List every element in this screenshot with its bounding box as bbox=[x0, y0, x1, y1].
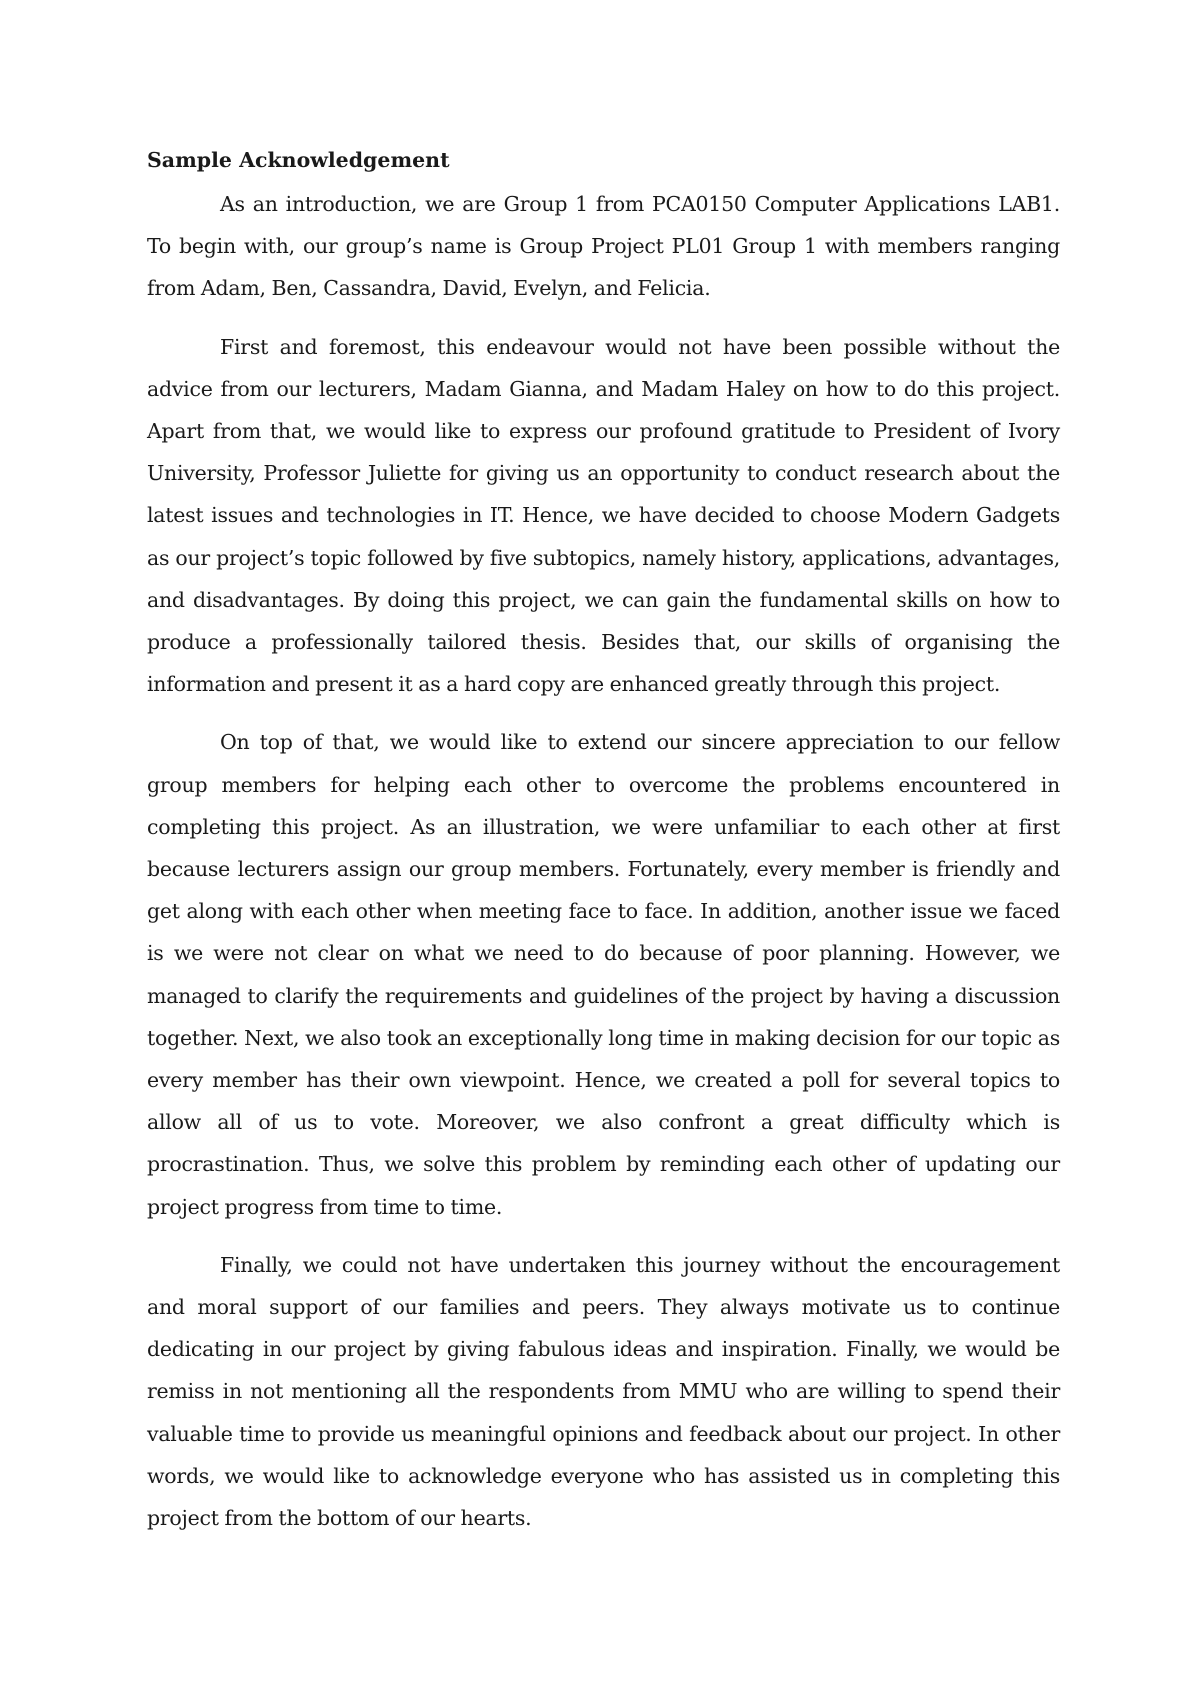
paragraph-families: Finally, we could not have undertaken this journey without the encouragement and moral support of our families and peers. They always motivate us to continue dedicating in our project by giving fabulous ideas and inspiration. Finally, we would be remiss in not mentioning all the respondents from MMU who are willing to spend their valuable time to provide us meaningful opinions and feedback about our project. In other words, we would like to acknowledge everyone who has assisted us in completing this project from the bottom of our hearts. bbox=[147, 1252, 1060, 1531]
document-body bbox=[147, 143, 1060, 1555]
paragraph-introduction: As an introduction, we are Group 1 from PCA0150 Computer Applications LAB1. To begin with, our group’s name is Group Project PL01 Group 1 with members ranging from Adam, Ben, Cassandra, David, Evelyn, and Felicia. bbox=[147, 192, 1060, 301]
document-title: Sample Acknowledgement bbox=[147, 148, 450, 172]
paragraph-group-members: On top of that, we would like to extend our sincere appreciation to our fellow group members for helping each other to overcome the problems encountered in completing this project. As an illustration, we were unfamiliar to each other at first because lecturers assign our group members. Fortunately, every member is friendly and get along with each other when meeting face to face. In addition, another issue we faced is we were not clear on what we need to do because of poor planning. However, we managed to clarify the requirements and guidelines of the project by having a discussion together. Next, we also took an exceptionally long time in making decision for our topic as every member has their own viewpoint. Hence, we created a poll for several topics to allow all of us to vote. Moreover, we also confront a great difficulty which is procrastination. Thus, we solve this problem by reminding each other of updating our project progress from time to time. bbox=[147, 730, 1060, 1219]
paragraph-lecturers: First and foremost, this endeavour would not have been possible without the advice from our lecturers, Madam Gianna, and Madam Haley on how to do this project. Apart from that, we would like to express our profound gratitude to President of Ivory University, Professor Juliette for giving us an opportunity to conduct research about the latest issues and technologies in IT. Hence, we have decided to choose Modern Gadgets as our project’s topic followed by five subtopics, namely history, applications, advantages, and disadvantages. By doing this project, we can gain the fundamental skills on how to produce a professionally tailored thesis. Besides that, our skills of organising the information and present it as a hard copy are enhanced greatly through this project. bbox=[147, 334, 1060, 697]
